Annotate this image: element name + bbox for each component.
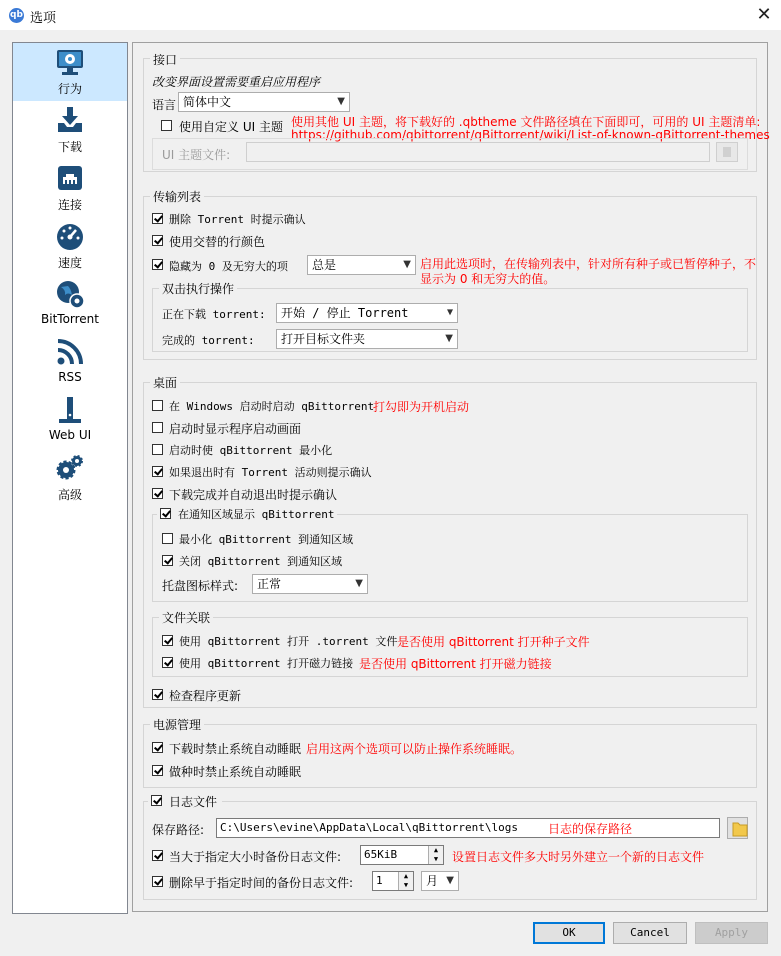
log-path-label: 保存路径: <box>152 823 205 837</box>
tray-legend <box>157 506 337 522</box>
log-legend <box>148 793 222 809</box>
behavior-monitor-gear-icon <box>55 47 85 77</box>
log-enable-checkbox[interactable] <box>151 795 162 806</box>
check-updates-checkbox[interactable] <box>152 689 163 700</box>
network-port-icon <box>55 163 85 193</box>
theme-file-input[interactable] <box>246 142 710 162</box>
cancel-button[interactable]: Cancel <box>613 922 687 944</box>
completed-label: 完成的 torrent: <box>162 334 255 347</box>
sidebar-item-label: 行为 <box>57 82 82 96</box>
power-legend: 电源管理 <box>150 716 204 733</box>
chevron-down-icon: ▼ <box>403 259 411 270</box>
start-minimized-checkbox[interactable] <box>152 444 163 455</box>
show-splash-label: 启动时显示程序启动画面 <box>169 422 302 436</box>
apply-button[interactable]: Apply <box>695 922 768 944</box>
delete-older-spinbox[interactable] <box>372 871 414 891</box>
custom-theme-checkbox[interactable] <box>161 120 172 131</box>
sidebar-item-behavior[interactable] <box>13 43 127 101</box>
webui-tower-icon <box>55 395 85 425</box>
inhibit-note: 启用这两个选项可以防止操作系统睡眠。 <box>306 742 523 756</box>
chevron-down-icon: ▼ <box>446 307 453 318</box>
spin-down-icon[interactable]: ▼ <box>428 855 443 864</box>
hide-zero-label: 隐藏为 0 及无穷大的项 <box>169 260 288 273</box>
confirm-auto-exit-label: 下载完成并自动退出时提示确认 <box>169 488 338 502</box>
theme-file-label: UI 主题文件: <box>162 148 231 162</box>
downloading-action-select[interactable] <box>276 303 458 323</box>
title-bar <box>0 0 781 30</box>
language-label: 语言 <box>152 98 177 112</box>
log-legend-label: 日志文件 <box>169 795 218 809</box>
file-icon <box>723 147 731 157</box>
download-tray-icon <box>55 105 85 135</box>
inhibit-seeding-checkbox[interactable] <box>152 765 163 776</box>
assoc-torrent-note: 是否使用 qBittorrent 打开种子文件 <box>397 635 590 649</box>
speedometer-icon <box>55 221 85 251</box>
theme-note-line2: https://github.com/qbittorrent/qBittorrent/wiki/List-of-known-qBittorrent-themes <box>291 128 770 142</box>
chevron-down-icon: ▼ <box>445 333 453 344</box>
inhibit-seeding-label: 做种时禁止系统自动睡眠 <box>169 765 302 779</box>
backup-size-checkbox[interactable] <box>152 850 163 861</box>
sidebar-item-label: 高级 <box>57 488 82 502</box>
dblclick-legend: 双击执行操作 <box>159 280 237 297</box>
completed-action-select[interactable] <box>276 329 458 349</box>
minimize-to-tray-label: 最小化 qBittorrent 到通知区域 <box>179 533 354 546</box>
sidebar-item-label: 下载 <box>57 140 82 154</box>
alt-row-colors-checkbox[interactable] <box>152 235 163 246</box>
rss-feed-icon <box>55 337 85 367</box>
delete-older-checkbox[interactable] <box>152 876 163 887</box>
start-on-boot-note: 打勾即为开机启动 <box>373 400 470 414</box>
sidebar-item-connection[interactable] <box>13 163 127 217</box>
tray-icon-style-value: 正常 <box>257 577 282 591</box>
window-title: 选项 <box>30 11 57 26</box>
hide-zero-checkbox[interactable] <box>152 259 163 270</box>
downloading-label: 正在下载 torrent: <box>162 308 266 321</box>
desktop-legend: 桌面 <box>150 374 180 391</box>
inhibit-downloading-checkbox[interactable] <box>152 742 163 753</box>
start-minimized-label: 启动时使 qBittorrent 最小化 <box>169 444 333 457</box>
log-path-browse-button[interactable] <box>727 817 748 839</box>
start-on-boot-label: 在 Windows 启动时启动 qBittorrent <box>169 400 375 413</box>
restart-note: 改变界面设置需要重启应用程序 <box>152 75 321 89</box>
close-to-tray-checkbox[interactable] <box>162 555 173 566</box>
chevron-down-icon: ▼ <box>355 578 363 589</box>
globe-gear-icon <box>55 279 85 309</box>
hide-zero-select[interactable] <box>307 255 416 275</box>
confirm-exit-active-checkbox[interactable] <box>152 466 163 477</box>
backup-size-label: 当大于指定大小时备份日志文件: <box>169 850 342 864</box>
delete-older-value: 1 <box>376 874 383 887</box>
sidebar-item-speed[interactable] <box>13 221 127 275</box>
assoc-torrent-checkbox[interactable] <box>162 635 173 646</box>
close-button[interactable]: ✕ <box>756 4 772 25</box>
theme-note-line1: 使用其他 UI 主题，将下载好的 .qbtheme 文件路径填在下面即可，可用的 UI 主题清单: <box>291 115 761 129</box>
assoc-magnet-label: 使用 qBittorrent 打开磁力链接 <box>179 657 354 670</box>
confirm-delete-label: 删除 Torrent 时提示确认 <box>169 213 306 226</box>
inhibit-downloading-label: 下载时禁止系统自动睡眠 <box>169 742 302 756</box>
tray-legend-label: 在通知区域显示 qBittorrent <box>178 508 335 521</box>
assoc-magnet-note: 是否使用 qBittorrent 打开磁力链接 <box>359 657 552 671</box>
spin-up-icon[interactable]: ▲ <box>398 872 413 881</box>
sidebar-item-download[interactable] <box>13 105 127 159</box>
confirm-auto-exit-checkbox[interactable] <box>152 488 163 499</box>
log-path-note: 日志的保存路径 <box>548 822 633 836</box>
alt-row-colors-label: 使用交替的行颜色 <box>169 235 266 249</box>
hide-zero-note-line1: 启用此选项时，在传输列表中，针对所有种子或已暂停种子，不 <box>420 257 757 271</box>
spin-up-icon[interactable]: ▲ <box>428 846 443 855</box>
minimize-to-tray-checkbox[interactable] <box>162 533 173 544</box>
app-icon: qb <box>9 8 24 23</box>
sidebar-item-rss[interactable] <box>13 337 127 391</box>
delete-older-unit-value: 月 <box>426 874 439 888</box>
backup-size-value: 65KiB <box>364 848 398 861</box>
assoc-magnet-checkbox[interactable] <box>162 657 173 668</box>
hide-zero-note-line2: 显示为 0 和无穷大的值。 <box>420 272 556 286</box>
sidebar-item-bittorrent[interactable] <box>13 279 127 333</box>
close-to-tray-label: 关闭 qBittorrent 到通知区域 <box>179 555 343 568</box>
show-in-tray-checkbox[interactable] <box>160 508 171 519</box>
options-sidebar <box>12 42 128 914</box>
chevron-down-icon: ▼ <box>446 875 454 886</box>
assoc-torrent-label: 使用 qBittorrent 打开 .torrent 文件 <box>179 635 398 648</box>
file-assoc-legend: 文件关联 <box>159 609 213 626</box>
sidebar-item-label: 连接 <box>57 198 82 212</box>
tray-icon-style-label: 托盘图标样式: <box>162 579 239 593</box>
backup-size-note: 设置日志文件多大时另外建立一个新的日志文件 <box>452 850 705 864</box>
backup-size-spinbox[interactable] <box>360 845 444 865</box>
language-select[interactable] <box>178 92 350 112</box>
sidebar-item-label: BitTorrent <box>41 312 99 326</box>
gears-icon <box>55 453 85 483</box>
folder-icon <box>730 819 750 839</box>
delete-older-label: 删除早于指定时间的备份日志文件: <box>169 876 354 890</box>
sidebar-item-webui[interactable] <box>13 395 127 449</box>
custom-theme-label: 使用自定义 UI 主题 <box>179 120 283 134</box>
sidebar-item-label: Web UI <box>48 428 92 442</box>
check-updates-label: 检查程序更新 <box>169 689 242 703</box>
interface-legend: 接口 <box>150 51 180 68</box>
chevron-down-icon: ▼ <box>337 96 345 107</box>
sidebar-item-advanced[interactable] <box>13 453 127 507</box>
theme-browse-button[interactable] <box>716 142 738 162</box>
language-value: 简体中文 <box>183 95 232 109</box>
sidebar-item-label: RSS <box>58 370 82 384</box>
show-splash-checkbox[interactable] <box>152 422 163 433</box>
delete-older-unit-select[interactable] <box>421 871 459 891</box>
ok-button[interactable]: OK <box>533 922 605 944</box>
transfer-list-legend: 传输列表 <box>150 188 204 205</box>
start-on-boot-checkbox[interactable] <box>152 400 163 411</box>
downloading-action-value: 开始 / 停止 Torrent <box>281 306 409 320</box>
completed-action-value: 打开目标文件夹 <box>281 332 366 346</box>
hide-zero-value: 总是 <box>312 258 337 272</box>
confirm-exit-active-label: 如果退出时有 Torrent 活动则提示确认 <box>169 466 372 479</box>
confirm-delete-checkbox[interactable] <box>152 213 163 224</box>
tray-icon-style-select[interactable] <box>252 574 368 594</box>
log-path-input[interactable]: C:\Users\evine\AppData\Local\qBittorrent\logs <box>216 818 720 838</box>
spin-down-icon[interactable]: ▼ <box>398 881 413 890</box>
sidebar-item-label: 速度 <box>57 256 82 270</box>
